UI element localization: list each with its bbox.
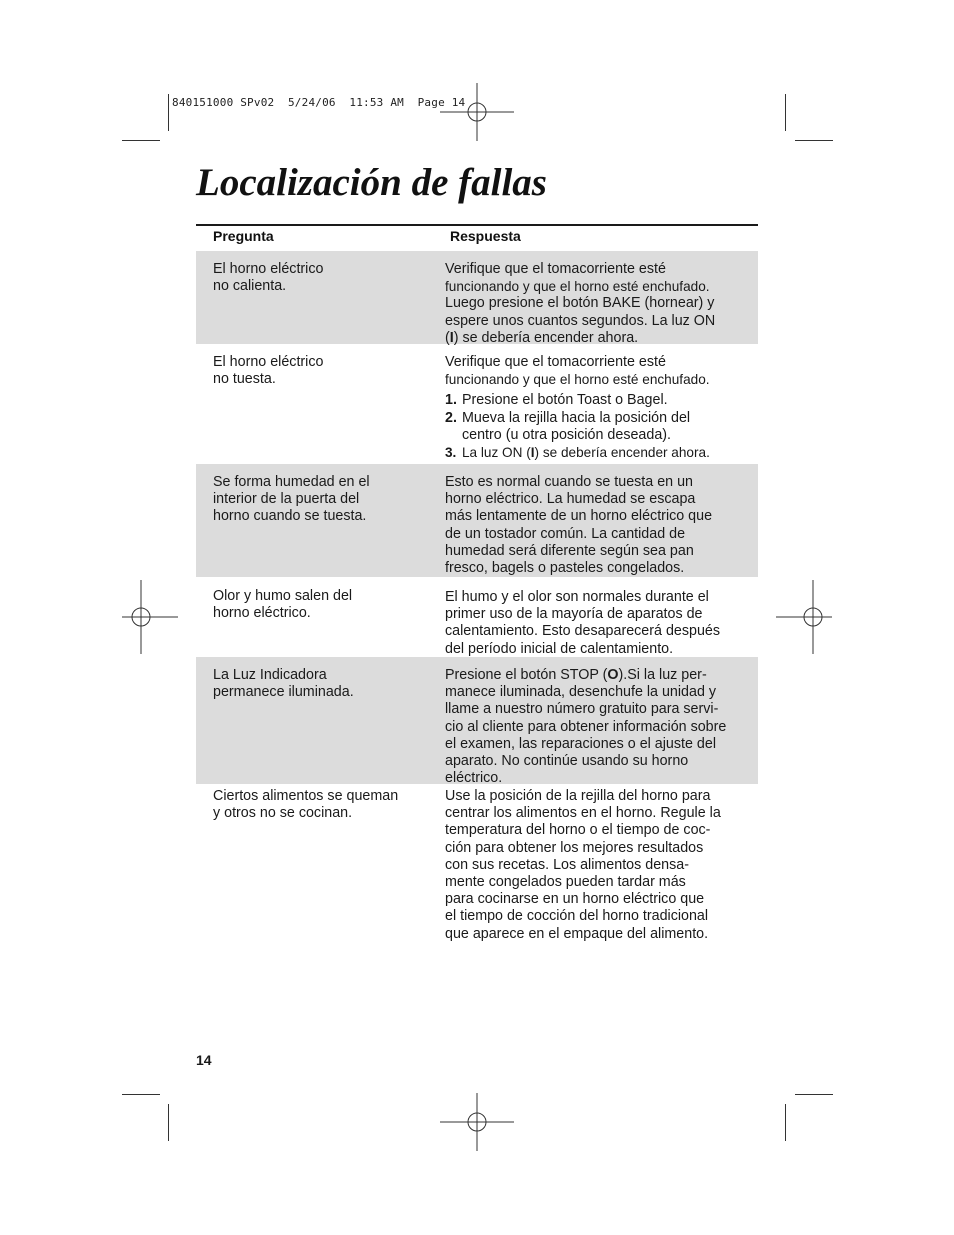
step-item — [445, 444, 745, 461]
question-cell — [213, 261, 428, 295]
crop-mark — [795, 140, 833, 141]
answer-text: ) se debería encender ahora. — [453, 329, 639, 346]
answer-line: mente congelados pueden tardar más — [445, 874, 686, 891]
table-row — [196, 578, 758, 657]
crop-mark — [168, 1104, 169, 1141]
answer-line: horno eléctrico. La humedad se escapa — [445, 491, 696, 508]
question-cell — [213, 667, 428, 701]
crop-mark — [122, 1094, 160, 1095]
answer-line: más lentamente de un horno eléctrico que — [445, 508, 713, 525]
printer-slug: 840151000 SPv02 5/24/06 11:53 AM Page 14 — [172, 96, 466, 109]
answer-line: espere unos cuantos segundos. La luz ON — [445, 312, 716, 329]
registration-mark-icon — [440, 75, 514, 149]
answer-line: Use la posición de la rejilla del horno para — [445, 788, 711, 804]
answer-line: ción para obtener los mejores resultados — [445, 839, 704, 856]
answer-line: Verifique que el tomacorriente esté — [445, 261, 666, 277]
question-line: La Luz Indicadora — [213, 667, 327, 683]
question-line: El horno eléctrico — [213, 354, 324, 370]
answer-line: para cocinarse en un horno eléctrico que — [445, 891, 705, 908]
step-text: centro (u otra posición deseada). — [462, 426, 672, 443]
question-line: horno cuando se tuesta. — [213, 508, 367, 525]
answer-line: centrar los alimentos en el horno. Regule la — [445, 805, 721, 822]
title-rule — [196, 224, 758, 226]
step-text: Mueva la rejilla hacia la posición del — [462, 409, 691, 426]
answer-line: primer uso de la mayoría de aparatos de — [445, 606, 703, 623]
answer-line — [445, 667, 745, 684]
step-text: ) se debería encender ahora. — [534, 445, 710, 461]
answer-line: calentamiento. Esto desaparecerá después — [445, 623, 720, 640]
answer-cell — [445, 261, 745, 347]
answer-line: manece iluminada, desenchufe la unidad y — [445, 684, 717, 701]
answer-cell — [445, 354, 745, 461]
question-line: interior de la puerta del — [213, 491, 360, 508]
answer-line: Esto es normal cuando se tuesta en un — [445, 474, 693, 490]
answer-line: con sus recetas. Los alimentos densa- — [445, 856, 689, 873]
crop-mark — [785, 94, 786, 131]
answer-line: funcionando y que el horno esté enchufado. — [445, 372, 710, 388]
answer-cell — [445, 589, 745, 658]
step-text: La luz ON ( — [462, 445, 531, 461]
table-row — [196, 251, 758, 344]
answer-line: llame a nuestro número gratuito para servi- — [445, 701, 719, 718]
answer-text: Presione el botón STOP ( — [445, 667, 608, 683]
crop-mark — [785, 1104, 786, 1141]
question-cell — [213, 588, 428, 622]
answer-text: ( — [445, 329, 450, 346]
step-item — [445, 410, 745, 444]
power-on-symbol: I — [449, 329, 454, 346]
answer-line: el tiempo de cocción del horno tradicional — [445, 908, 709, 925]
answer-line: temperatura del horno o el tiempo de coc- — [445, 822, 711, 839]
answer-text: ).Si la luz per- — [618, 667, 707, 683]
answer-cell — [445, 788, 745, 943]
question-line: y otros no se cocinan. — [213, 805, 353, 822]
answer-line: humedad será diferente según sea pan — [445, 542, 694, 559]
answer-line: Luego presione el botón BAKE (hornear) y — [445, 295, 715, 312]
answer-line: del período inicial de calentamiento. — [445, 640, 674, 657]
table-row — [196, 344, 758, 464]
answer-line: cio al cliente para obtener información sobre — [445, 718, 727, 735]
question-line: horno eléctrico. — [213, 605, 311, 622]
crop-mark — [168, 94, 169, 131]
step-number: 1. — [445, 392, 457, 409]
answer-line: funcionando y que el horno esté enchufado. — [445, 279, 710, 295]
answer-cell — [445, 474, 745, 577]
question-line: no calienta. — [213, 278, 287, 295]
answer-line: eléctrico. — [445, 770, 503, 787]
registration-mark-icon — [104, 580, 178, 654]
step-text: Presione el botón Toast o Bagel. — [462, 392, 668, 409]
page-title: Localización de fallas — [196, 161, 547, 204]
crop-mark — [795, 1094, 833, 1095]
question-cell — [213, 474, 428, 526]
registration-mark-icon — [440, 1085, 514, 1159]
answer-cell — [445, 667, 745, 787]
question-line: El horno eléctrico — [213, 261, 324, 277]
column-header-answer: Respuesta — [450, 228, 521, 244]
table-row — [196, 464, 758, 577]
table-row — [196, 657, 758, 787]
crop-mark — [122, 140, 160, 141]
question-line: Olor y humo salen del — [213, 588, 353, 604]
question-cell — [213, 788, 428, 822]
stop-symbol: O — [607, 667, 619, 683]
answer-line: El humo y el olor son normales durante el — [445, 589, 709, 605]
step-number: 2. — [445, 409, 457, 426]
answer-line: fresco, bagels o pasteles congelados. — [445, 560, 685, 577]
power-on-symbol: I — [530, 445, 535, 461]
answer-line: Verifique que el tomacorriente esté — [445, 354, 666, 370]
question-line: permanece iluminada. — [213, 684, 354, 701]
question-line: Ciertos alimentos se queman — [213, 788, 399, 804]
answer-line: que aparece en el empaque del alimento. — [445, 925, 709, 942]
answer-line: de un tostador común. La cantidad de — [445, 525, 686, 542]
question-line: Se forma humedad en el — [213, 474, 370, 490]
table-row — [196, 784, 758, 954]
question-cell — [213, 354, 428, 388]
question-line: no tuesta. — [213, 371, 276, 388]
column-header-question: Pregunta — [213, 228, 274, 244]
step-number: 3. — [445, 445, 457, 461]
step-item — [445, 392, 745, 409]
answer-line: el examen, las reparaciones o el ajuste del — [445, 735, 717, 752]
answer-line: aparato. No continúe usando su horno — [445, 753, 689, 770]
registration-mark-icon — [776, 580, 850, 654]
page-number: 14 — [196, 1052, 212, 1068]
